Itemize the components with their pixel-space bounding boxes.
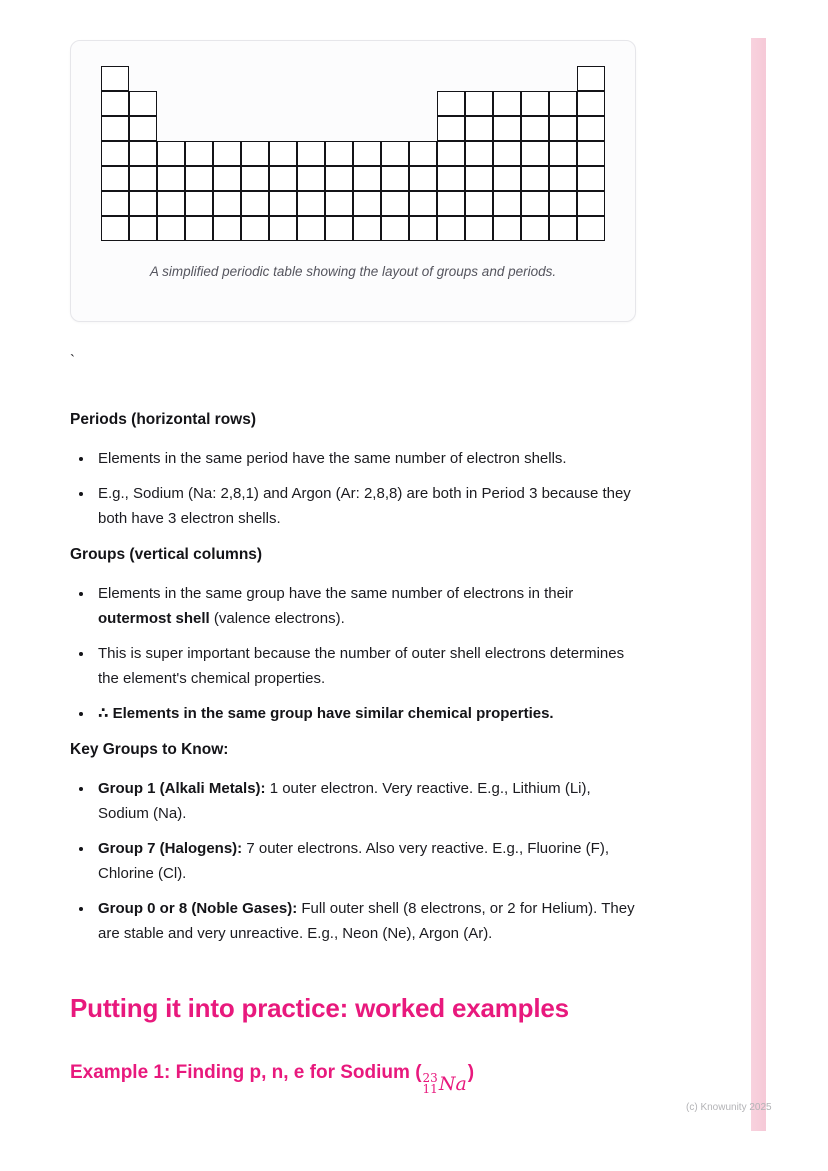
element-cell (549, 191, 577, 216)
element-cell (577, 91, 605, 116)
example-1-heading (70, 1060, 640, 1095)
element-cell (549, 141, 577, 166)
element-cell (577, 116, 605, 141)
element-cell (157, 166, 185, 191)
element-cell (409, 191, 437, 216)
empty-cell (241, 91, 269, 116)
element-cell (521, 116, 549, 141)
element-cell (493, 91, 521, 116)
element-cell (493, 141, 521, 166)
empty-cell (213, 91, 241, 116)
element-cell (185, 141, 213, 166)
empty-cell (437, 66, 465, 91)
empty-cell (185, 91, 213, 116)
element-cell (353, 166, 381, 191)
empty-cell (269, 66, 297, 91)
element-cell (549, 166, 577, 191)
empty-cell (325, 116, 353, 141)
element-cell (325, 191, 353, 216)
element-cell (437, 116, 465, 141)
element-cell (269, 141, 297, 166)
sodium-isotope-notation (423, 1073, 467, 1095)
element-cell (101, 141, 129, 166)
empty-cell (325, 91, 353, 116)
element-cell (297, 191, 325, 216)
empty-cell (241, 116, 269, 141)
element-cell (129, 216, 157, 241)
element-cell (549, 216, 577, 241)
element-cell (493, 191, 521, 216)
empty-cell (409, 116, 437, 141)
element-cell (129, 191, 157, 216)
element-cell (465, 116, 493, 141)
element-cell (241, 166, 269, 191)
element-cell (101, 91, 129, 116)
element-cell (353, 216, 381, 241)
element-cell (549, 91, 577, 116)
empty-cell (493, 66, 521, 91)
empty-cell (185, 116, 213, 141)
periodic-table-diagram (101, 66, 605, 241)
empty-cell (325, 66, 353, 91)
bullet-list (70, 776, 640, 946)
example-1-heading-text: Example 1: Finding p, n, e for Sodium ( (70, 1062, 422, 1083)
empty-cell (381, 91, 409, 116)
empty-cell (185, 66, 213, 91)
element-cell (409, 216, 437, 241)
element-cell (493, 216, 521, 241)
element-cell (437, 91, 465, 116)
bullet-item: • Elements in the same group have the same number of electrons in their outermost shell (valence electrons). (94, 581, 640, 631)
empty-cell (297, 91, 325, 116)
example-1-heading-close: ) (467, 1062, 475, 1083)
empty-cell (381, 66, 409, 91)
periodic-table-figure (70, 40, 636, 322)
section-heading: Key Groups to Know: (70, 741, 229, 758)
empty-cell (213, 66, 241, 91)
element-cell (325, 141, 353, 166)
element-cell (101, 166, 129, 191)
empty-cell (353, 66, 381, 91)
element-cell (493, 116, 521, 141)
element-cell (409, 141, 437, 166)
element-cell (297, 216, 325, 241)
bullet-item: • E.g., Sodium (Na: 2,8,1) and Argon (Ar: 2,8,8) are both in Period 3 because they both have 3 electron shells. (94, 481, 640, 531)
element-cell (521, 216, 549, 241)
mass-number: 23 (422, 1071, 438, 1085)
element-cell (465, 166, 493, 191)
bullet-item: • Group 1 (Alkali Metals): 1 outer electron. Very reactive. E.g., Lithium (Li), Sodium (Na). (94, 776, 640, 826)
empty-cell (157, 91, 185, 116)
element-cell (521, 141, 549, 166)
empty-cell (465, 66, 493, 91)
element-cell (297, 166, 325, 191)
section-heading: Periods (horizontal rows) (70, 411, 257, 428)
figure-caption: A simplified periodic table showing the layout of groups and periods. (149, 264, 557, 279)
element-cell (157, 141, 185, 166)
element-cell (157, 216, 185, 241)
element-cell (185, 166, 213, 191)
stray-backtick: ` (70, 352, 75, 369)
element-cell (269, 216, 297, 241)
element-cell (381, 216, 409, 241)
notes-content (70, 400, 640, 1095)
empty-cell (409, 91, 437, 116)
element-cell (185, 216, 213, 241)
bullet-item: • Group 0 or 8 (Noble Gases): Full outer shell (8 electrons, or 2 for Helium). They are stable and very unreactive. E.g., Neon (Ne), Argon (Ar). (94, 896, 640, 946)
empty-cell (521, 66, 549, 91)
bullet-item: • ∴ Elements in the same group have similar chemical properties. (94, 701, 640, 726)
empty-cell (409, 66, 437, 91)
empty-cell (297, 116, 325, 141)
element-cell (241, 216, 269, 241)
element-cell (521, 166, 549, 191)
element-cell (437, 141, 465, 166)
element-cell (465, 91, 493, 116)
element-cell (269, 191, 297, 216)
element-cell (129, 166, 157, 191)
element-cell (101, 116, 129, 141)
element-cell (381, 141, 409, 166)
element-cell (129, 141, 157, 166)
element-cell (213, 191, 241, 216)
element-cell (353, 141, 381, 166)
element-cell (213, 166, 241, 191)
element-cell (101, 66, 129, 91)
content-sections (70, 410, 640, 946)
bullet-list (70, 581, 640, 726)
element-cell (577, 216, 605, 241)
element-cell (493, 166, 521, 191)
element-cell (129, 91, 157, 116)
empty-cell (297, 66, 325, 91)
element-cell (577, 66, 605, 91)
element-cell (185, 191, 213, 216)
empty-cell (381, 116, 409, 141)
element-cell (437, 216, 465, 241)
empty-cell (353, 91, 381, 116)
worked-examples-heading: Putting it into practice: worked examples (70, 993, 569, 1023)
empty-cell (213, 116, 241, 141)
element-cell (465, 141, 493, 166)
element-cell (241, 141, 269, 166)
section-heading: Groups (vertical columns) (70, 546, 263, 563)
copyright-watermark: (c) Knowunity 2025 (686, 1102, 772, 1113)
element-cell (353, 191, 381, 216)
element-cell (325, 166, 353, 191)
element-cell (521, 91, 549, 116)
element-cell (241, 191, 269, 216)
element-cell (101, 216, 129, 241)
element-cell (213, 141, 241, 166)
empty-cell (269, 116, 297, 141)
bullet-list (70, 446, 640, 531)
element-cell (577, 191, 605, 216)
empty-cell (129, 66, 157, 91)
bullet-item: • Elements in the same period have the same number of electron shells. (94, 446, 640, 471)
element-cell (269, 166, 297, 191)
empty-cell (157, 66, 185, 91)
element-cell (325, 216, 353, 241)
element-cell (101, 191, 129, 216)
empty-cell (549, 66, 577, 91)
empty-cell (241, 66, 269, 91)
page-edge-stripe (751, 38, 766, 1131)
element-cell (381, 191, 409, 216)
element-cell (549, 116, 577, 141)
element-cell (437, 191, 465, 216)
bullet-item: • This is super important because the number of outer shell electrons determines the element's chemical properties. (94, 641, 640, 691)
element-cell (409, 166, 437, 191)
element-cell (465, 191, 493, 216)
bullet-item: • Group 7 (Halogens): 7 outer electrons. Also very reactive. E.g., Fluorine (F), Chlorine (Cl). (94, 836, 640, 886)
atomic-number: 11 (422, 1082, 438, 1096)
element-cell (381, 166, 409, 191)
element-cell (521, 191, 549, 216)
element-cell (297, 141, 325, 166)
element-cell (437, 166, 465, 191)
element-cell (465, 216, 493, 241)
element-cell (577, 141, 605, 166)
element-cell (577, 166, 605, 191)
element-cell (157, 191, 185, 216)
element-symbol: Na (438, 1073, 467, 1095)
element-cell (129, 116, 157, 141)
empty-cell (353, 116, 381, 141)
empty-cell (157, 116, 185, 141)
empty-cell (269, 91, 297, 116)
isotope-scripts (423, 1073, 438, 1095)
element-cell (213, 216, 241, 241)
